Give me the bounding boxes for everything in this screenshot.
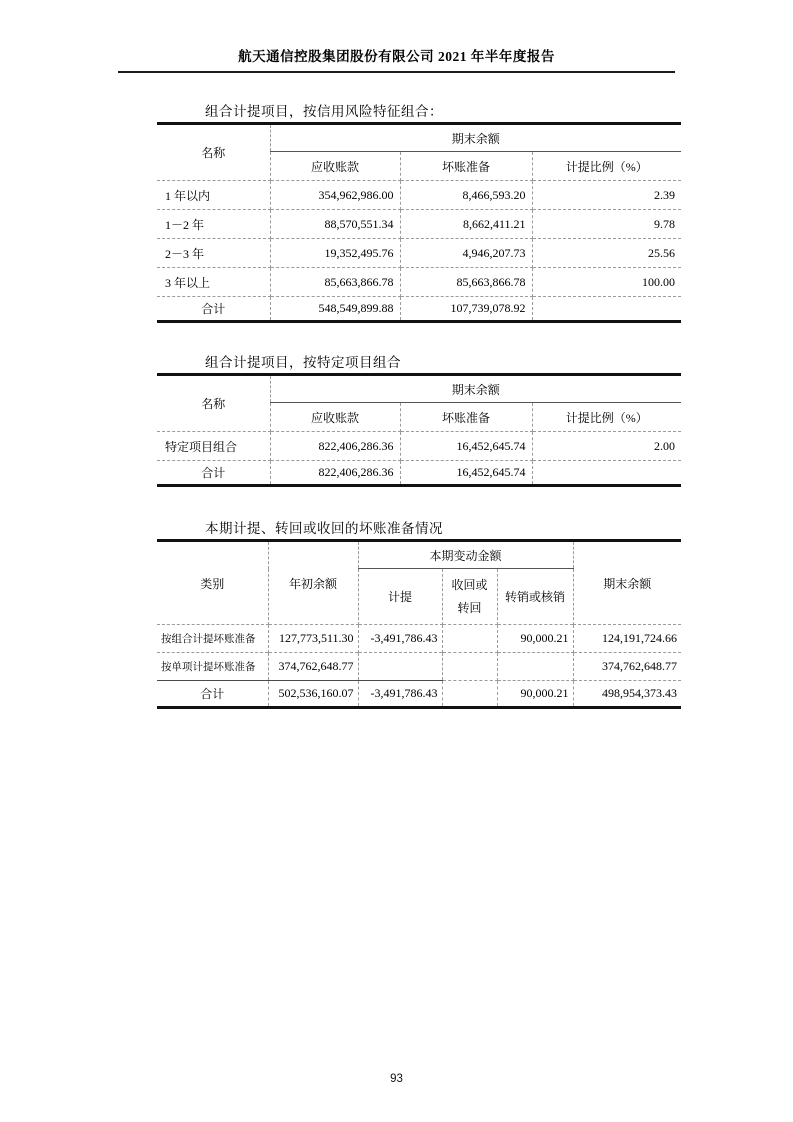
col-header-accrual: 计提 [358, 569, 442, 625]
cell-provision-ratio-total [532, 297, 681, 322]
cell-bad-debt-provision-total: 107,739,078.92 [400, 297, 532, 322]
report-header-title: 航天通信控股集团股份有限公司 2021 年半年度报告 [238, 49, 555, 64]
cell-accounts-receivable: 88,570,551.34 [270, 210, 400, 239]
cell-recovery [442, 653, 497, 681]
cell-accounts-receivable: 85,663,866.78 [270, 268, 400, 297]
cell-category: 按组合计提坏账准备 [157, 625, 268, 653]
col-header-recovery-line1: 收回或 [451, 577, 488, 592]
cell-name: 特定项目组合 [157, 432, 270, 461]
credit-risk-portfolio-table [157, 122, 681, 323]
cell-bad-debt-provision-total: 16,452,645.74 [400, 461, 532, 486]
col-header-name: 名称 [157, 375, 270, 432]
table-total-row [157, 461, 681, 486]
header-row [157, 375, 681, 403]
table-row [157, 268, 681, 297]
cell-recovery [442, 625, 497, 653]
col-header-write-off: 转销或核销 [497, 569, 573, 625]
specific-portfolio-table [157, 373, 681, 487]
col-header-provision-ratio: 计提比例（%） [532, 403, 681, 432]
cell-write-off-total: 90,000.21 [497, 681, 573, 708]
cell-bad-debt-provision: 85,663,866.78 [400, 268, 532, 297]
header-row [157, 541, 681, 569]
cell-accounts-receivable: 354,962,986.00 [270, 181, 400, 210]
cell-bad-debt-provision: 16,452,645.74 [400, 432, 532, 461]
cell-category: 按单项计提坏账准备 [157, 653, 268, 681]
header-divider [118, 71, 675, 73]
col-header-beginning-balance: 年初余额 [268, 541, 358, 625]
table-total-row [157, 297, 681, 322]
col-header-bad-debt-provision: 坏账准备 [400, 403, 532, 432]
cell-accounts-receivable: 822,406,286.36 [270, 432, 400, 461]
col-header-ending-balance: 期末余额 [573, 541, 681, 625]
bad-debt-movement-table [157, 539, 681, 709]
section-heading-credit-risk-portfolio: 组合计提项目，按信用风险特征组合： [205, 104, 443, 119]
cell-total-label: 合计 [157, 297, 270, 322]
cell-recovery-total [442, 681, 497, 708]
col-header-period-end-balance: 期末余额 [270, 375, 681, 403]
cell-bad-debt-provision: 4,946,207.73 [400, 239, 532, 268]
cell-ending-balance-total: 498,954,373.43 [573, 681, 681, 708]
cell-name: 3 年以上 [157, 268, 270, 297]
table-row [157, 432, 681, 461]
col-header-period-end-balance: 期末余额 [270, 124, 681, 152]
section-heading-current-period-provision: 本期计提、转回或收回的坏账准备情况 [205, 521, 443, 536]
table-row [157, 625, 681, 653]
col-header-bad-debt-provision: 坏账准备 [400, 152, 532, 181]
col-header-name: 名称 [157, 124, 270, 181]
table-header [157, 375, 681, 432]
cell-accrual-total: -3,491,786.43 [358, 681, 442, 708]
cell-beginning-balance: 374,762,648.77 [268, 653, 358, 681]
cell-accrual [358, 653, 442, 681]
table-row [157, 181, 681, 210]
cell-provision-ratio: 100.00 [532, 268, 681, 297]
cell-name: 1－2 年 [157, 210, 270, 239]
col-header-category: 类别 [157, 541, 268, 625]
cell-total-label: 合计 [157, 461, 270, 486]
table-total-row [157, 681, 681, 708]
col-header-current-period-change: 本期变动金额 [358, 541, 573, 569]
cell-accounts-receivable-total: 548,549,899.88 [270, 297, 400, 322]
cell-provision-ratio-total [532, 461, 681, 486]
section-heading-specific-portfolio: 组合计提项目，按特定项目组合 [205, 355, 401, 370]
table-header [157, 124, 681, 181]
table-header [157, 541, 681, 625]
cell-accrual: -3,491,786.43 [358, 625, 442, 653]
table-row [157, 653, 681, 681]
cell-ending-balance: 374,762,648.77 [573, 653, 681, 681]
col-header-provision-ratio: 计提比例（%） [532, 152, 681, 181]
cell-name: 1 年以内 [157, 181, 270, 210]
cell-accounts-receivable-total: 822,406,286.36 [270, 461, 400, 486]
table-row [157, 239, 681, 268]
cell-provision-ratio: 25.56 [532, 239, 681, 268]
table-row [157, 210, 681, 239]
col-header-accounts-receivable: 应收账款 [270, 152, 400, 181]
cell-bad-debt-provision: 8,662,411.21 [400, 210, 532, 239]
cell-bad-debt-provision: 8,466,593.20 [400, 181, 532, 210]
cell-accounts-receivable: 19,352,495.76 [270, 239, 400, 268]
cell-write-off: 90,000.21 [497, 625, 573, 653]
header-row [157, 124, 681, 152]
col-header-recovery-or-reversal [442, 569, 497, 625]
cell-name: 2－3 年 [157, 239, 270, 268]
cell-ending-balance: 124,191,724.66 [573, 625, 681, 653]
page-number: 93 [390, 1073, 403, 1085]
cell-beginning-balance: 127,773,511.30 [268, 625, 358, 653]
cell-provision-ratio: 2.39 [532, 181, 681, 210]
cell-write-off [497, 653, 573, 681]
col-header-accounts-receivable: 应收账款 [270, 403, 400, 432]
cell-provision-ratio: 2.00 [532, 432, 681, 461]
cell-beginning-balance-total: 502,536,160.07 [268, 681, 358, 708]
page-content [157, 103, 681, 709]
cell-provision-ratio: 9.78 [532, 210, 681, 239]
cell-total-label: 合计 [157, 681, 268, 708]
col-header-recovery-line2: 转回 [457, 600, 482, 615]
